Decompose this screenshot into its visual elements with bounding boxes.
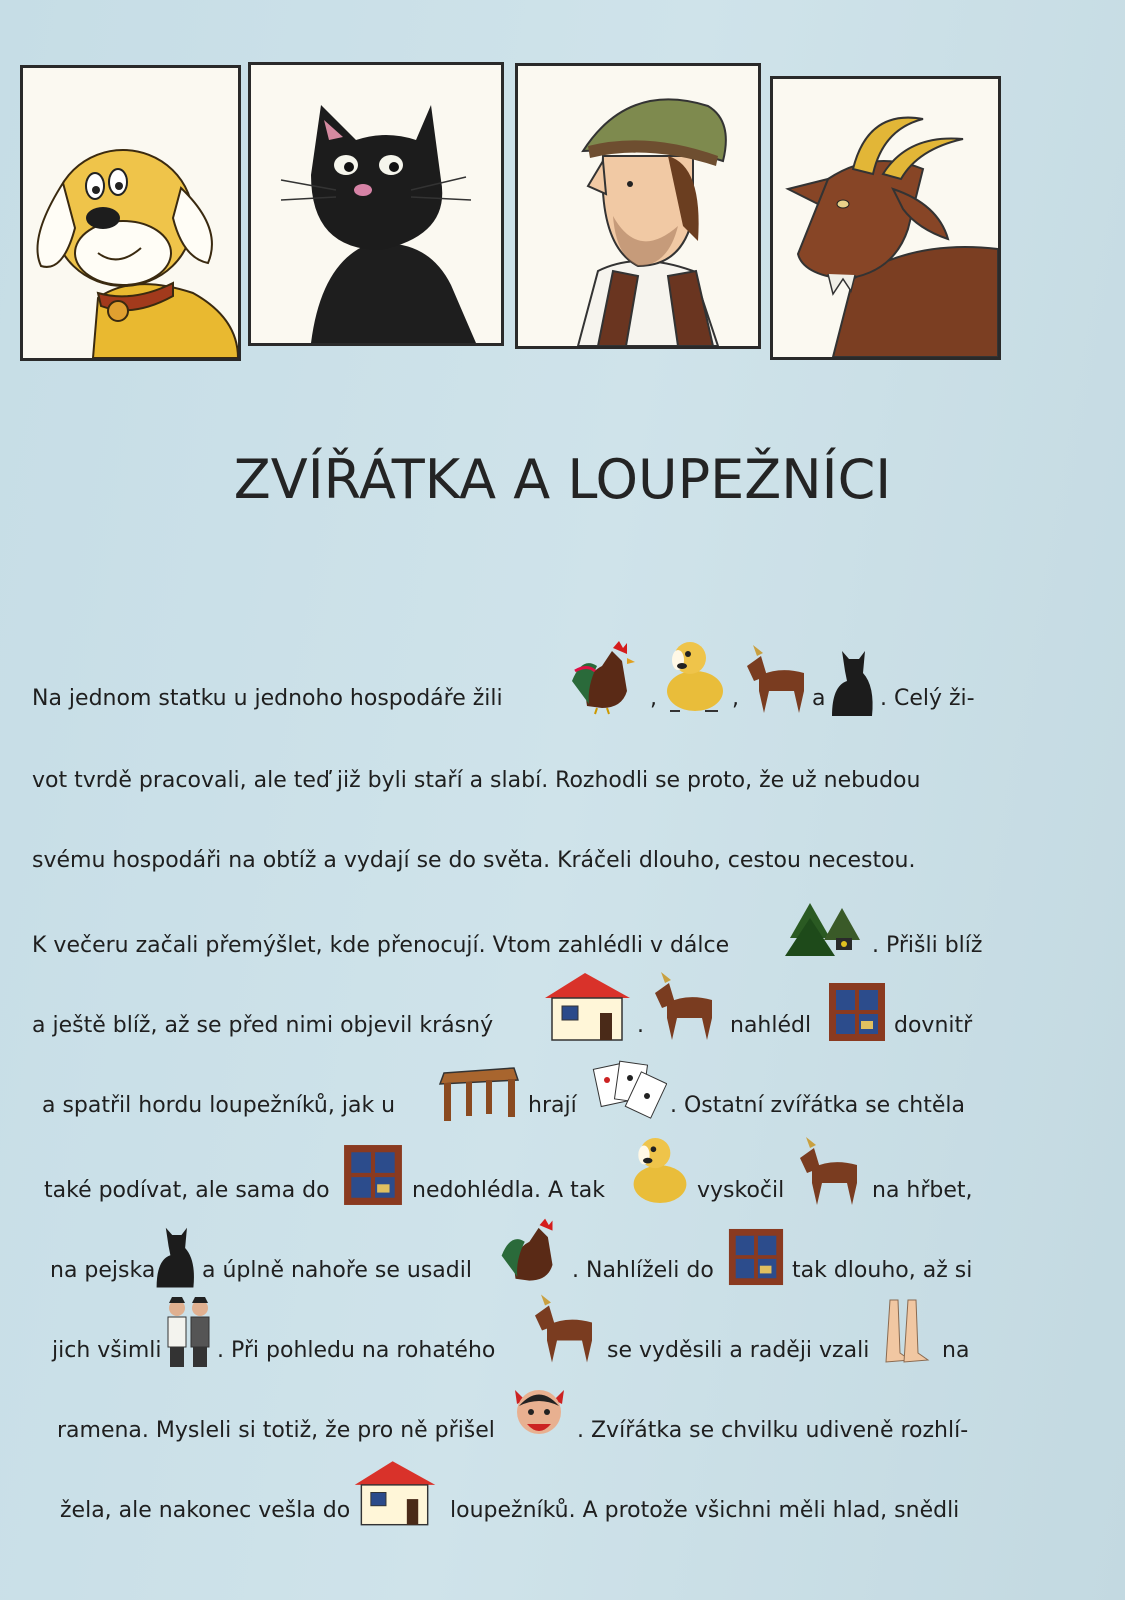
- cat-small-icon: [152, 1218, 198, 1288]
- goat-small-icon: [527, 1288, 602, 1368]
- story-line-1: [32, 638, 992, 718]
- story-text: nahlédl: [730, 1013, 812, 1038]
- story-text: loupežníků. A protože všichni měli hlad, snědli: [450, 1498, 960, 1523]
- dog-small-icon: [627, 1132, 693, 1208]
- page-title: ZVÍŘÁTKA A LOUPEŽNÍCI: [233, 448, 892, 511]
- devil-icon: [507, 1378, 572, 1448]
- story-text: se vyděsili a raději vzali: [607, 1338, 870, 1363]
- story-line-3: [32, 800, 992, 880]
- story-text: . Ostatní zvířátka se chtěla: [670, 1093, 965, 1118]
- dog-panel: [20, 65, 241, 361]
- forest-icon: [780, 898, 868, 963]
- story-line-8: [32, 1210, 992, 1290]
- story-line-4: [32, 885, 992, 965]
- farmer-panel: [515, 63, 761, 349]
- playing-cards-icon: [592, 1058, 667, 1123]
- story-line-7: [32, 1130, 992, 1210]
- goat-small-icon: [739, 641, 814, 716]
- story-text: .: [637, 1013, 644, 1038]
- goat-icon: [773, 79, 998, 357]
- story-text: žela, ale nakonec vešla do: [60, 1498, 351, 1523]
- dog-icon: [23, 68, 238, 358]
- story-text: jich všimli: [52, 1338, 162, 1363]
- story-text: na pejska: [50, 1258, 156, 1283]
- goat-panel: [770, 76, 1001, 360]
- story-text: tak dlouho, až si: [792, 1258, 973, 1283]
- story-line-10: [32, 1370, 992, 1450]
- story-text: a úplně nahoře se usadil: [202, 1258, 472, 1283]
- story-line-9: [32, 1290, 992, 1370]
- robbers-icon: [162, 1293, 217, 1368]
- house-icon: [540, 968, 635, 1043]
- window-icon: [827, 981, 887, 1043]
- story-text: svému hospodáři na obtíž a vydají se do světa. Kráčeli dlouho, cestou necestou.: [32, 848, 916, 873]
- table-icon: [436, 1058, 521, 1123]
- dog-small-icon: [660, 636, 730, 716]
- goat-small-icon: [792, 1133, 867, 1208]
- story-text: nedohlédla. A tak: [412, 1178, 605, 1203]
- farmer-icon: [518, 66, 758, 346]
- story-text: . Přišli blíž: [872, 933, 983, 958]
- story-text: hrají: [528, 1093, 577, 1118]
- story-text: a ještě blíž, až se před nimi objevil krásný: [32, 1013, 494, 1038]
- story-line-6: [32, 1045, 992, 1125]
- story-text: dovnitř: [894, 1013, 973, 1038]
- story-text: K večeru začali přemýšlet, kde přenocují. Vtom zahlédli v dálce: [32, 933, 730, 958]
- cat-icon: [251, 65, 501, 343]
- story-text: ramena. Mysleli si totiž, že pro ně přišel: [57, 1418, 495, 1443]
- story-line-5: [32, 965, 992, 1045]
- story-text: . Celý ži-: [880, 686, 975, 711]
- window-icon: [727, 1226, 785, 1288]
- story-text: ,: [732, 686, 739, 711]
- story-text: také podívat, ale sama do: [44, 1178, 330, 1203]
- story-text: a spatřil hordu loupežníků, jak u: [42, 1093, 396, 1118]
- rooster-icon: [497, 1214, 571, 1288]
- house-icon: [350, 1456, 440, 1528]
- cat-panel: [248, 62, 504, 346]
- story-text: . Při pohledu na rohatého: [217, 1338, 496, 1363]
- window-icon: [342, 1142, 404, 1208]
- story-text: na hřbet,: [872, 1178, 973, 1203]
- story-line-11: [32, 1450, 992, 1530]
- story-text: . Nahlíželi do: [572, 1258, 714, 1283]
- story-text: a: [812, 686, 826, 711]
- story-text: ,: [650, 686, 657, 711]
- story-text: vyskočil: [697, 1178, 785, 1203]
- goat-small-icon: [647, 968, 722, 1043]
- story-text: na: [942, 1338, 970, 1363]
- story-text: vot tvrdě pracovali, ale teď již byli staří a slabí. Rozhodli se proto, že už nebudou: [32, 768, 921, 793]
- cat-small-icon: [827, 641, 877, 716]
- rooster-icon: [567, 636, 647, 716]
- story-line-2: [32, 720, 992, 800]
- story-text: . Zvířátka se chvilku udiveně rozhlí-: [577, 1418, 969, 1443]
- story-text: Na jednom statku u jednoho hospodáře žili: [32, 686, 503, 711]
- legs-icon: [872, 1298, 932, 1368]
